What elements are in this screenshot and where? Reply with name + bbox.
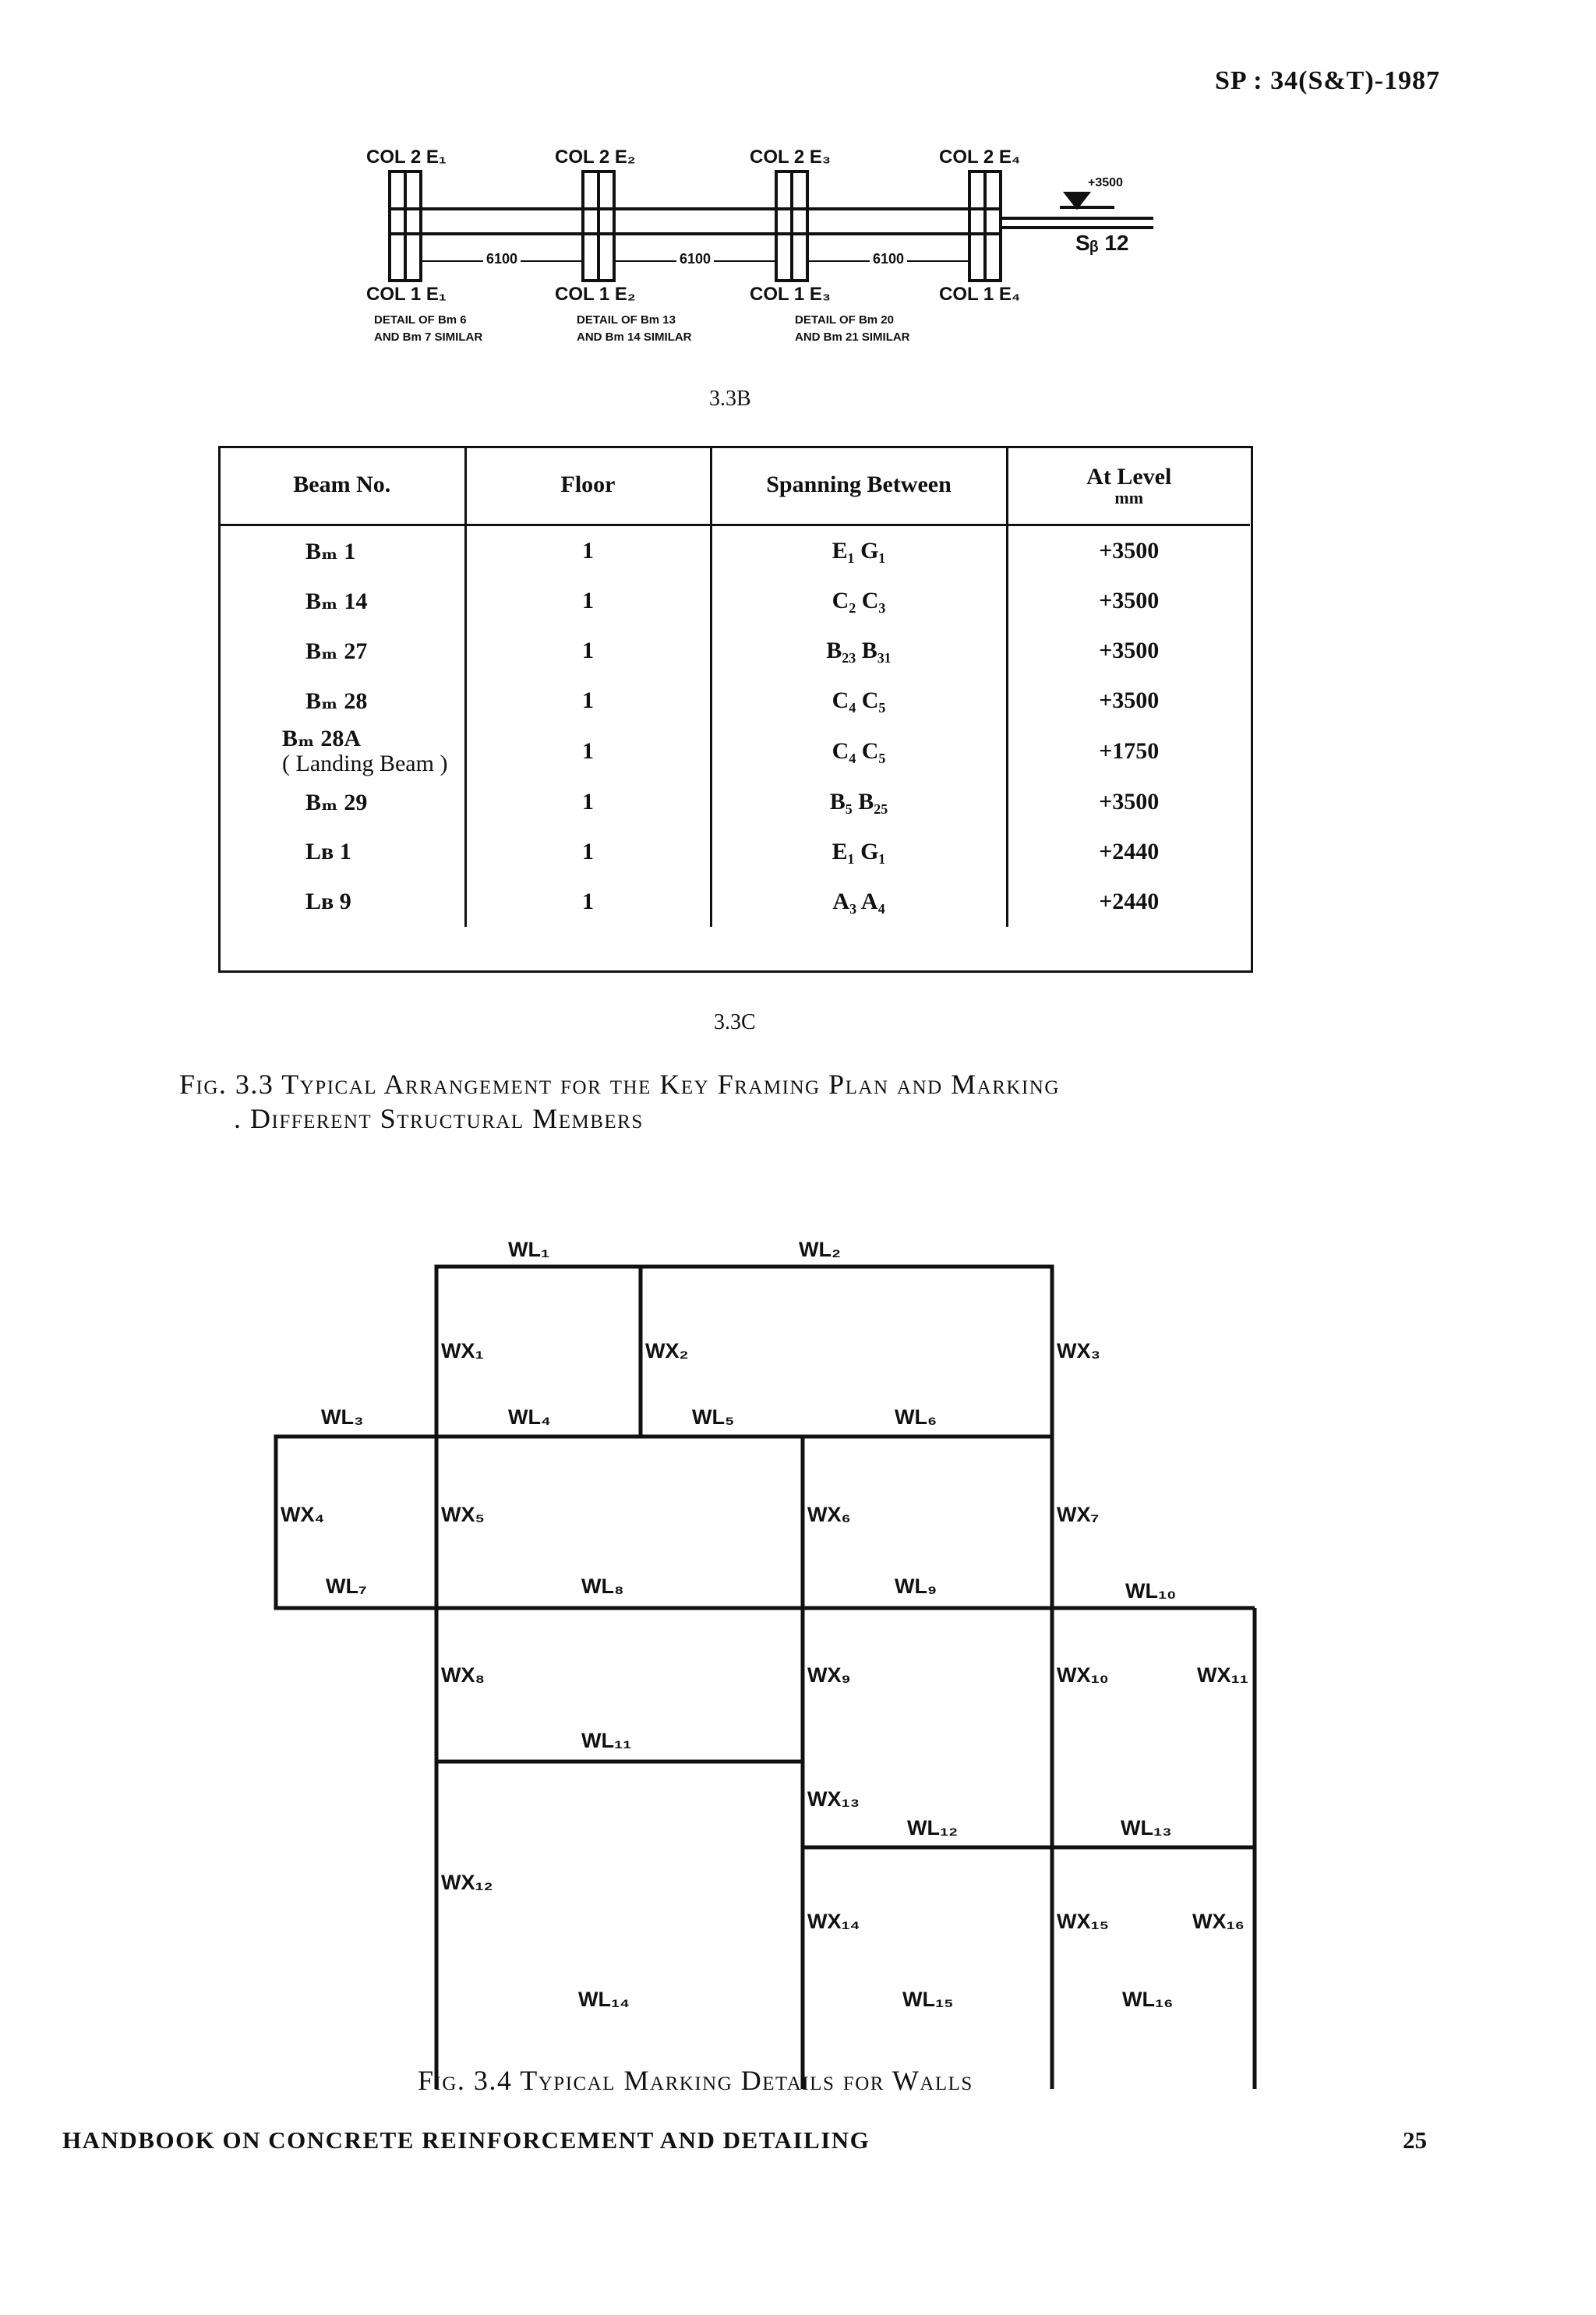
wall-label-wx16: WX₁₆ bbox=[1192, 1910, 1245, 1933]
table-row: Bₘ 28 1 C₄ C₅ +3500 bbox=[220, 676, 1250, 726]
table-row: Bₘ 1 1 E₁ G₁ +3500 bbox=[220, 525, 1250, 577]
col2-label-e4: COL 2 E₄ bbox=[939, 147, 1021, 168]
wall-label-wx13: WX₁₃ bbox=[807, 1787, 860, 1811]
wall-label-wx7: WX₇ bbox=[1057, 1503, 1100, 1526]
wall-label-wl14: WL₁₄ bbox=[578, 1988, 630, 2011]
table-row: Bₘ 27 1 B₂₃ B₃₁ +3500 bbox=[220, 626, 1250, 676]
column-e2 bbox=[583, 171, 614, 281]
beam-table bbox=[220, 446, 1250, 927]
footer-title: HANDBOOK ON CONCRETE REINFORCEMENT AND DETAILING bbox=[62, 2126, 870, 2154]
detail-note-2: DETAIL OF Bm 13 AND Bm 14 SIMILAR bbox=[577, 313, 692, 344]
header-at-level: At Level mm bbox=[1007, 446, 1250, 525]
wall-label-wl16: WL₁₆ bbox=[1122, 1988, 1174, 2011]
column-e4 bbox=[969, 171, 1001, 281]
wall-label-wx14: WX₁₄ bbox=[807, 1910, 860, 1933]
wall-label-wl13: WL₁₃ bbox=[1121, 1816, 1172, 1840]
figure-3-3-caption-line2: . Different Structural Members bbox=[234, 1103, 644, 1134]
table-row: Bₘ 29 1 B₅ B₂₅ +3500 bbox=[220, 777, 1250, 827]
table-row: Lʙ 9 1 A₃ A₄ +2440 bbox=[220, 877, 1250, 927]
wall-label-wl4: WL₄ bbox=[508, 1405, 551, 1429]
wall-label-wl3: WL₃ bbox=[321, 1405, 364, 1429]
header-spanning-between: Spanning Between bbox=[711, 446, 1007, 525]
wall-label-wx12: WX₁₂ bbox=[441, 1871, 493, 1894]
wall-label-wx3: WX₃ bbox=[1057, 1339, 1100, 1362]
wall-label-wl15: WL₁₅ bbox=[902, 1988, 954, 2011]
col1-label-e2: COL 1 E₂ bbox=[555, 284, 636, 305]
header-floor: Floor bbox=[465, 446, 711, 525]
table-row: Lʙ 1 1 E₁ G₁ +2440 bbox=[220, 827, 1250, 877]
wall-label-wx8: WX₈ bbox=[441, 1663, 486, 1687]
col1-label-e4: COL 1 E₄ bbox=[939, 284, 1021, 305]
col2-label-e1: COL 2 E₁ bbox=[366, 147, 447, 168]
detail-note-3: DETAIL OF Bm 20 AND Bm 21 SIMILAR bbox=[795, 313, 910, 344]
wall-label-wl11: WL₁₁ bbox=[581, 1729, 632, 1752]
sublabel-3-3c: 3.3C bbox=[714, 1010, 756, 1034]
page-number: 25 bbox=[1403, 2126, 1427, 2154]
wall-label-wl5: WL₅ bbox=[692, 1405, 735, 1429]
wall-label-wl9: WL₉ bbox=[895, 1575, 937, 1598]
table-row: Bₘ 28A ( Landing Beam ) 1 C₄ C₅ +1750 bbox=[220, 726, 1250, 777]
col2-label-e2: COL 2 E₂ bbox=[555, 147, 636, 168]
wall-label-wl7: WL₇ bbox=[326, 1575, 367, 1598]
span-dimension: 6100 bbox=[870, 251, 907, 267]
wall-label-wx11: WX₁₁ bbox=[1197, 1663, 1248, 1687]
wall-label-wl8: WL₈ bbox=[581, 1575, 624, 1598]
wall-label-wx5: WX₅ bbox=[441, 1503, 485, 1526]
wall-label-wl12: WL₁₂ bbox=[907, 1816, 959, 1840]
slab-label: Sᵦ 12 bbox=[1075, 231, 1129, 255]
column-e1 bbox=[390, 171, 421, 281]
span-dimension: 6100 bbox=[483, 251, 521, 267]
header-beam-no: Beam No. bbox=[220, 446, 465, 525]
wall-label-wx2: WX₂ bbox=[645, 1339, 689, 1362]
table-row: Bₘ 14 1 C₂ C₃ +3500 bbox=[220, 576, 1250, 626]
wall-label-wx4: WX₄ bbox=[281, 1503, 325, 1526]
span-dimension: 6100 bbox=[676, 251, 714, 267]
wall-marking-plan bbox=[0, 1232, 1596, 2089]
figure-3-3-caption-line1: Fig. 3.3 Typical Arrangement for the Key Framing Plan and Marking bbox=[179, 1069, 1060, 1100]
wall-label-wx9: WX₉ bbox=[807, 1663, 851, 1687]
col1-label-e1: COL 1 E₁ bbox=[366, 284, 447, 305]
col2-label-e3: COL 2 E₃ bbox=[750, 147, 832, 168]
detail-note-1: DETAIL OF Bm 6 AND Bm 7 SIMILAR bbox=[374, 313, 483, 344]
wall-label-wl1: WL₁ bbox=[508, 1238, 550, 1261]
col1-label-e3: COL 1 E₃ bbox=[750, 284, 832, 305]
wall-label-wx15: WX₁₅ bbox=[1057, 1910, 1110, 1933]
wall-label-wl10: WL₁₀ bbox=[1125, 1579, 1177, 1603]
column-e3 bbox=[776, 171, 807, 281]
wall-label-wl2: WL₂ bbox=[799, 1238, 841, 1261]
level-mark: +3500 bbox=[1088, 176, 1123, 189]
wall-label-wx6: WX₆ bbox=[807, 1503, 851, 1526]
figure-3-4-caption: Fig. 3.4 Typical Marking Details for Walls bbox=[418, 2065, 973, 2096]
document-code: SP : 34(S&T)-1987 bbox=[1215, 66, 1440, 95]
wall-label-wx10: WX₁₀ bbox=[1057, 1663, 1109, 1687]
wall-label-wl6: WL₆ bbox=[895, 1405, 937, 1429]
sublabel-3-3b: 3.3B bbox=[709, 387, 751, 411]
wall-label-wx1: WX₁ bbox=[441, 1339, 484, 1362]
